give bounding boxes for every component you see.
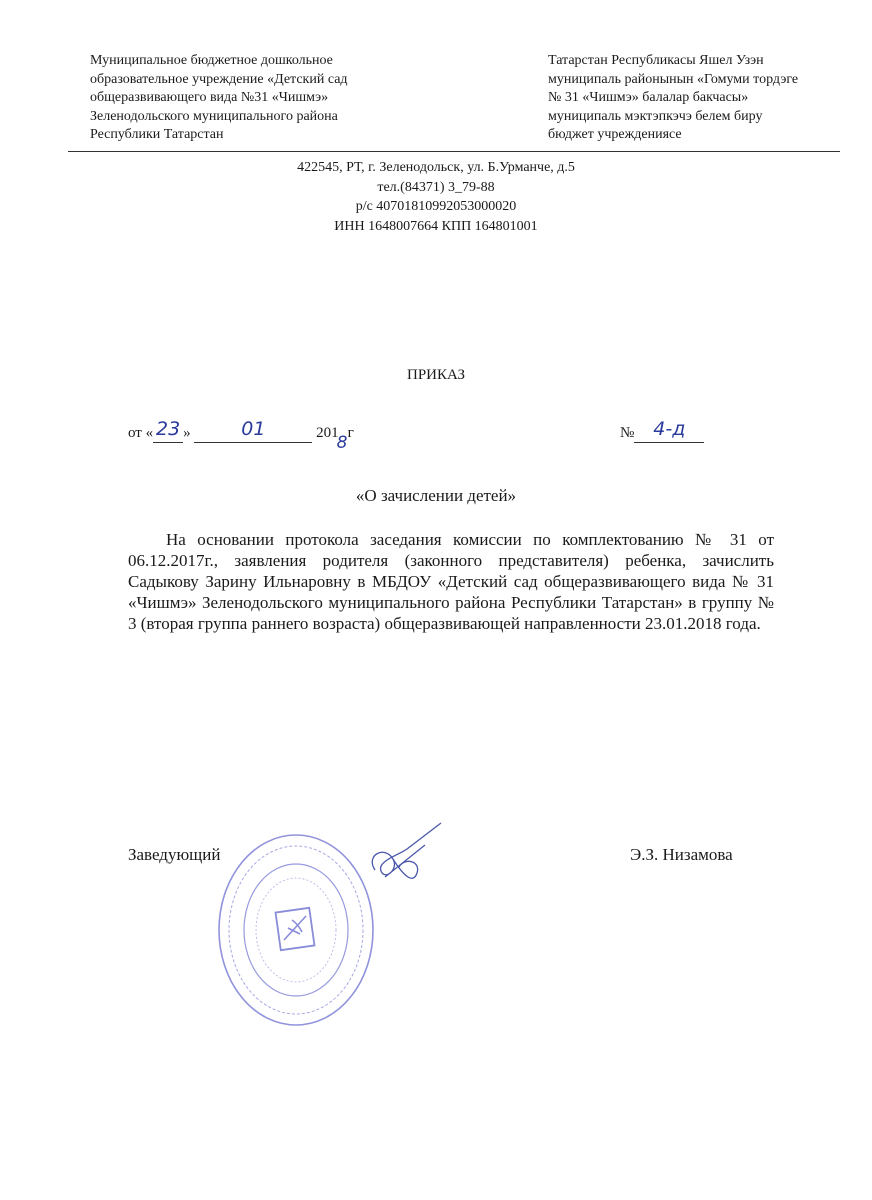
date-month-blank xyxy=(194,418,312,443)
order-subject: «О зачислении детей» xyxy=(355,486,517,505)
header-left-line: Муниципальное бюджетное дошкольное xyxy=(90,53,333,68)
header-right-line: муниципаль районынын «Гомуми тордэге xyxy=(548,71,799,87)
date-year-prefix: 201 xyxy=(312,425,339,441)
account-line: р/с 40701810992053000020 xyxy=(355,199,517,214)
number-handwritten: 4-д xyxy=(653,418,686,440)
official-stamp xyxy=(214,830,378,1030)
date-day-handwritten: 23 xyxy=(156,418,181,440)
header-left-block xyxy=(90,52,348,145)
header-right-line: Татарстан Республикасы Яшел Узэн xyxy=(548,53,764,68)
header-right-line: бюджет учреждениясе xyxy=(548,127,682,142)
header-left-line: Зеленодольского муниципального района xyxy=(90,108,338,124)
signer-role: Заведующий xyxy=(128,845,221,864)
header-left-line: общеразвивающего вида №31 «Чишмэ» xyxy=(90,90,329,105)
document-title: ПРИКАЗ xyxy=(407,367,465,383)
date-year-handwritten: 8 xyxy=(336,433,348,453)
date-prefix: от « xyxy=(128,425,154,441)
handwritten-signature xyxy=(355,815,445,895)
address-line: 422545, РТ, г. Зеленодольск, ул. Б.Урманче, д.5 xyxy=(297,160,575,175)
contact-block xyxy=(0,158,872,236)
header-right-block xyxy=(548,52,798,145)
header-left-line: Республики Татарстан xyxy=(90,127,224,142)
date-day-blank xyxy=(153,418,183,443)
order-number xyxy=(620,418,704,443)
header-left-line: образовательное учреждение «Детский сад xyxy=(90,71,348,87)
date-month-handwritten: 01 xyxy=(241,418,266,440)
signer-name: Э.З. Низамова xyxy=(630,845,733,864)
date-mid: » xyxy=(183,425,195,441)
header-right-line: муниципаль мэктэпкэчэ белем биру xyxy=(548,108,763,124)
date-year-suffix: г xyxy=(347,425,354,441)
inn-kpp-line: ИНН 1648007664 КПП 164801001 xyxy=(334,218,538,234)
order-body: На основании протокола заседания комиссии по комплектованию № 31 от 06.12.2017г., заявления родителя (законного представителя) ребенка, зачислить Садыкову Зарину Ильнаровну в МБДОУ «Детский сад общеразвивающего вида № 31 «Чишмэ» Зеленодольского муниципального района Республики Татарстан» в группу № 3 (вторая группа раннего возраста) общеразвивающей направленности 23.01.2018 года. xyxy=(128,530,774,633)
number-blank xyxy=(634,418,704,443)
phone-line: тел.(84371) 3_79-88 xyxy=(377,179,495,195)
header-right-line: № 31 «Чишмэ» балалар бакчасы» xyxy=(548,90,749,105)
header-divider xyxy=(68,151,840,152)
number-prefix: № xyxy=(620,425,635,441)
order-date xyxy=(128,418,354,453)
